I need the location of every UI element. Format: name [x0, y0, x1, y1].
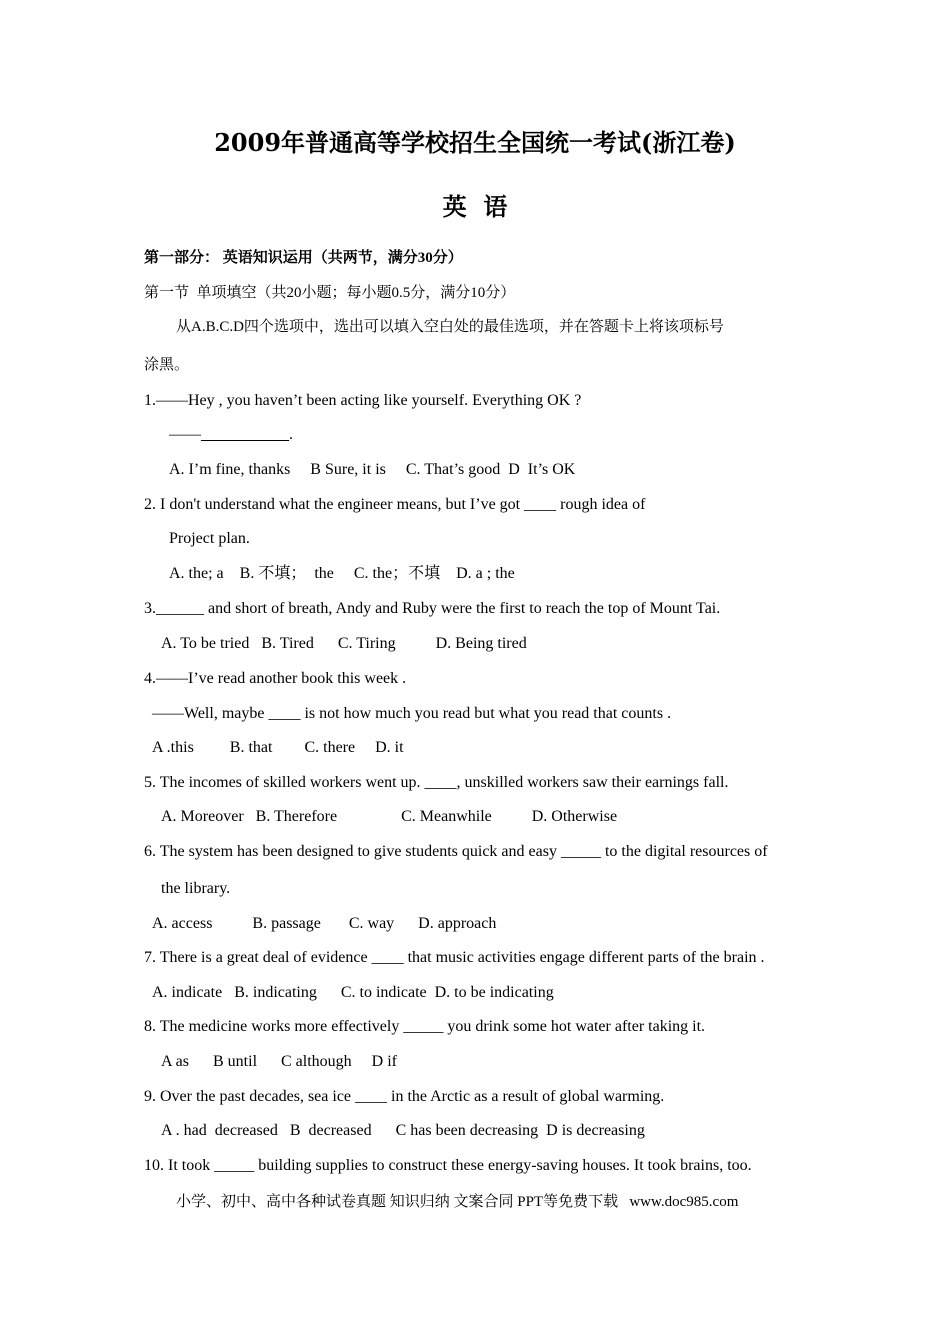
exam-title: 2009年普通高等学校招生全国统一考试(浙江卷)	[214, 128, 736, 157]
subject-title: 英 语	[442, 192, 508, 221]
question-8-stem	[144, 1017, 705, 1037]
stem-text: 10. It took	[144, 1157, 215, 1174]
question-7-stem	[144, 948, 765, 968]
stem-text-end: in the Arctic as a result of global warming.	[387, 1088, 665, 1105]
question-3-stem: 3.______ and short of breath, Andy and Ruby were the first to reach the top of Mount Tai.	[144, 600, 721, 617]
instructions-line1: 从A.B.C.D四个选项中，选出可以填入空白处的最佳选项，并在答题卡上将该项标号	[176, 319, 724, 335]
stem-text-end: building supplies to construct these energy-saving houses. It took brains, too.	[254, 1157, 752, 1174]
part1-heading: 第一部分： 英语知识运用（共两节，满分30分）	[144, 250, 463, 266]
answer-blank: _____	[403, 1018, 444, 1035]
answer-blank: ____	[268, 705, 301, 722]
stem-text-end: , unskilled workers saw their earnings fall.	[456, 774, 729, 791]
answer-blank: ____	[524, 496, 557, 513]
answer-blank: ___________	[201, 426, 289, 443]
question-10-stem	[144, 1156, 752, 1176]
stem-text: 2. I don't understand what the engineer means, but I’ve got	[144, 496, 525, 513]
stem-text-end: that music activities engage different parts of the brain .	[403, 949, 765, 966]
question-6-stem	[144, 842, 768, 862]
stem-text: 5. The incomes of skilled workers went up.	[144, 774, 425, 791]
question-7-options: A. indicate B. indicating C. to indicate D. to be indicating	[152, 984, 554, 1001]
stem-text: 7. There is a great deal of evidence	[144, 949, 372, 966]
stem-text: 8. The medicine works more effectively	[144, 1018, 404, 1035]
question-6-options: A. access B. passage C. way D. approach	[152, 915, 497, 932]
reply-text-end: is not how much you read but what you read that counts .	[300, 705, 672, 722]
question-9-stem	[144, 1087, 664, 1107]
question-1-options: A. I’m fine, thanks B Sure, it is C. That’s good D It’s OK	[169, 461, 576, 478]
stem-text: 9. Over the past decades, sea ice	[144, 1088, 356, 1105]
question-3-options: A. To be tried B. Tired C. Tiring D. Being tired	[161, 635, 527, 652]
answer-blank: ____	[371, 949, 404, 966]
question-2-options: A. the; a B. 不填； the C. the；不填 D. a ; the	[169, 565, 515, 582]
reply-dash: ——	[169, 426, 201, 443]
reply-text: ——Well, maybe	[152, 705, 269, 722]
stem-text: 6. The system has been designed to give students quick and easy	[144, 843, 561, 860]
question-4-options: A .this B. that C. there D. it	[152, 739, 404, 756]
answer-blank: ____	[424, 774, 457, 791]
question-2-stem-cont: Project plan.	[169, 530, 250, 547]
question-8-options: A as B until C although D if	[161, 1053, 397, 1070]
stem-text-end: rough idea of	[556, 496, 646, 513]
section1-heading: 第一节 单项填空（共20小题；每小题0.5分，满分10分）	[144, 285, 516, 301]
question-6-stem-cont: the library.	[161, 880, 231, 897]
question-5-options: A. Moreover B. Therefore C. Meanwhile D. Otherwise	[161, 808, 618, 825]
stem-text-end: you drink some hot water after taking it.	[443, 1018, 706, 1035]
question-1-reply	[169, 425, 293, 445]
reply-end: .	[289, 426, 293, 443]
answer-blank: _____	[214, 1157, 255, 1174]
answer-blank: ____	[355, 1088, 388, 1105]
instructions-line2: 涂黑。	[144, 357, 190, 373]
question-9-options: A . had decreased B decreased C has been decreasing D is decreasing	[161, 1122, 645, 1139]
question-5-stem	[144, 773, 728, 793]
stem-text-end: to the digital resources of	[600, 843, 768, 860]
question-4-stem: 4.——I’ve read another book this week .	[144, 670, 407, 687]
answer-blank: _____	[560, 843, 601, 860]
question-4-reply	[152, 704, 671, 724]
page-footer: 小学、初中、高中各种试卷真题 知识归纳 文案合同 PPT等免费下载 www.doc985.com	[176, 1194, 739, 1210]
question-2-stem	[144, 495, 645, 515]
question-1-stem: 1.——Hey , you haven’t been acting like yourself. Everything OK ?	[144, 392, 582, 409]
